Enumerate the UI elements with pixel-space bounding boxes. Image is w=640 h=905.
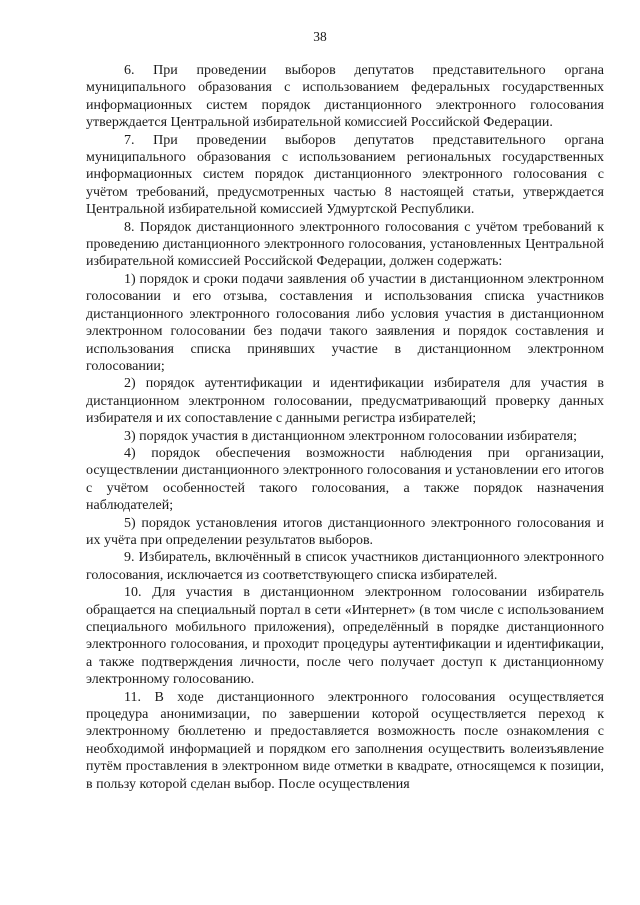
list-item-1: 1) порядок и сроки подачи заявления об участии в дистанционном электронном голосовании и его отзыва, составления и использования списка участников дистанционного электронного голосования либо условия участия в дистанционном электронном голосовании без подачи такого заявления и порядок составления и использования списка принявших участие в дистанционном электронном голосовании; [86, 271, 604, 374]
paragraph-6: 6. При проведении выборов депутатов представительного органа муниципального образования с использованием федеральных государственных информационных систем порядок дистанционного электронного голосования утверждается Центральной избирательной комиссией Российской Федерации. [86, 63, 604, 131]
paragraph-7: 7. При проведении выборов депутатов представительного органа муниципального образования с использованием региональных государственных информационных систем порядок дистанционного электронного голосования с учётом требований, предусмотренных частью 8 настоящей статьи, утверждается Центральной избирательной комиссией Удмуртской Республики. [86, 132, 604, 218]
paragraph-10: 10. Для участия в дистанционном электронном голосовании избиратель обращается на специальный портал в сети «Интернет» (в том числе с использованием специального мобильного приложения), определённый в порядке дистанционного электронного голосования, и проходит процедуры аутентификации и идентификации, а также подтверждения личности, после чего получает доступ к дистанционному электронному голосованию. [86, 585, 604, 688]
list-item-2: 2) порядок аутентификации и идентификации избирателя для участия в дистанционном электронном голосовании, предусматривающий проверку данных избирателя и их сопоставление с данными регистра избирателей; [86, 376, 604, 427]
paragraph-11: 11. В ходе дистанционного электронного голосования осуществляется процедура анонимизации, по завершении которой осуществляется переход к электронному бюллетеню и предоставляется возможность после ознакомления с необходимой информацией и порядком его заполнения осуществить волеизъявление путём проставления в электронном виде отметки в квадрате, относящемся к позиции, в пользу которой сделан выбор. После осуществления [86, 689, 604, 792]
document-body [86, 62, 604, 793]
paragraph-9: 9. Избиратель, включённый в список участников дистанционного электронного голосования, исключается из соответствующего списка избирателей. [86, 550, 604, 583]
page-number: 38 [313, 29, 327, 44]
list-item-3: 3) порядок участия в дистанционном электронном голосовании избирателя; [124, 428, 577, 444]
list-item-5: 5) порядок установления итогов дистанционного электронного голосования и их учёта при определении результатов выборов. [86, 515, 604, 548]
list-item-4: 4) порядок обеспечения возможности наблюдения при организации, осуществлении дистанционного электронного голосования и установлении его итогов с учётом особенностей такого голосования, а также порядок назначения наблюдателей; [86, 445, 604, 514]
paragraph-8: 8. Порядок дистанционного электронного голосования с учётом требований к проведению дистанционного электронного голосования, установленных Центральной избирательной комиссией Российской Федерации, должен содержать: [86, 219, 604, 270]
